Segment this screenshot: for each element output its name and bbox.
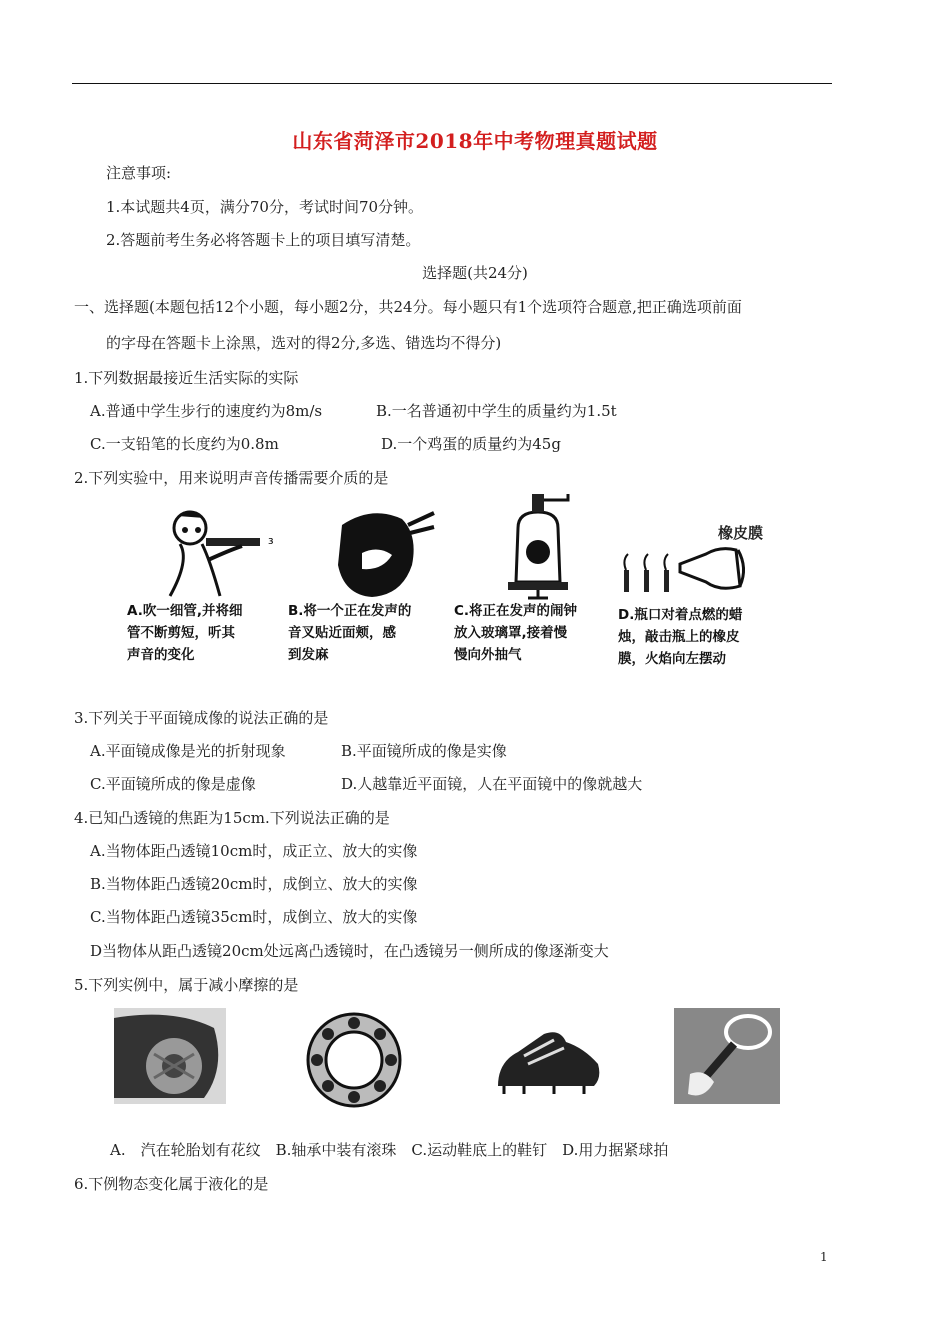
instruction-line-1: 一、选择题(本题包括12个小题，每小题2分，共24分。每小题只有1个选项符合题意,把正确选项前面 [74, 298, 742, 316]
q4-stem: 4.已知凸透镜的焦距为15cm.下列说法正确的是 [74, 809, 390, 827]
q5-options: A. 汽在轮胎划有花纹 B.轴承中装有滚珠 C.运动鞋底上的鞋钉 D.用力据紧球拍 [110, 1141, 669, 1159]
q2-caption-c-line-1: C.将正在发声的闹钟 [454, 603, 578, 619]
note-1: 1.本试题共4页，满分70分，考试时间70分钟。 [106, 198, 424, 216]
q4-option-a: A.当物体距凸透镜10cm时，成正立、放大的实像 [90, 842, 418, 860]
q1-option-d: D.一个鸡蛋的质量约为45g [381, 435, 561, 453]
q2-caption-c-line-2: 放入玻璃罩,接着慢 [454, 625, 568, 641]
page-title: 山东省菏泽市2018年中考物理真题试题 [292, 129, 658, 153]
q2-caption-b-line-2: 音叉贴近面颊，感 [288, 625, 396, 641]
q2-figure-a-blowing-tube [150, 498, 290, 598]
q3-option-b: B.平面镜所成的像是实像 [341, 742, 507, 760]
section-heading: 选择题(共24分) [422, 264, 528, 282]
q2-caption-c-line-3: 慢向外抽气 [454, 647, 522, 663]
q3-option-a: A.平面镜成像是光的折射现象 [90, 742, 286, 760]
q2-caption-c [454, 600, 577, 666]
q2-figure-d-bottle-candles [620, 540, 760, 600]
q1-option-b: B.一名普通初中学生的质量约为1.5t [376, 402, 617, 420]
q1-stem: 1.下列数据最接近生活实际的实际 [74, 369, 299, 387]
q2-caption-d-line-2: 烛，敲击瓶上的橡皮 [618, 629, 740, 645]
q2-membrane-label: 橡皮膜 [718, 524, 764, 542]
svg-text:₃: ₃ [268, 532, 274, 548]
q5-stem: 5.下列实例中，属于减小摩擦的是 [74, 976, 299, 994]
q4-option-c: C.当物体距凸透镜35cm时，成倒立、放大的实像 [90, 908, 418, 926]
q5-figure-d-racket-grip [674, 1008, 780, 1104]
q2-caption-a-line-2: 管不断剪短，听其 [127, 625, 235, 641]
note-2: 2.答题前考生务必将答题卡上的项目填写清楚。 [106, 231, 421, 249]
q5-figure-b-bearing [304, 1010, 404, 1110]
q2-caption-a-line-1: A.吹一细管,并将细 [127, 603, 243, 619]
q4-option-b: B.当物体距凸透镜20cm时，成倒立、放大的实像 [90, 875, 418, 893]
q4-option-d: D当物体从距凸透镜20cm处远离凸透镜时，在凸透镜另一侧所成的像逐渐变大 [90, 942, 609, 960]
q2-caption-d-line-3: 膜，火焰向左摆动 [618, 651, 726, 667]
q2-caption-b-line-1: B.将一个正在发声的 [288, 603, 412, 619]
q2-caption-d-line-1: D.瓶口对着点燃的蜡 [618, 607, 743, 623]
q2-figure-b-tuning-fork [322, 505, 452, 600]
q2-stem: 2.下列实验中，用来说明声音传播需要介质的是 [74, 469, 389, 487]
q2-caption-a [127, 600, 242, 666]
notes-heading: 注意事项: [106, 164, 172, 182]
q3-stem: 3.下列关于平面镜成像的说法正确的是 [74, 709, 329, 727]
page-number: 1 [820, 1250, 828, 1264]
q1-option-c: C.一支铅笔的长度约为0.8m [90, 435, 279, 453]
q6-stem: 6.下例物态变化属于液化的是 [74, 1175, 269, 1193]
q2-caption-b-line-3: 到发麻 [288, 647, 329, 663]
q3-option-c: C.平面镜所成的像是虚像 [90, 775, 256, 793]
q5-figure-a-tire [114, 1008, 226, 1108]
q2-caption-b [288, 600, 411, 666]
instruction-line-2: 的字母在答题卡上涂黑，选对的得2分,多选、错选均不得分) [106, 334, 502, 352]
q5-figure-c-spiked-shoe [494, 1022, 604, 1100]
q2-caption-a-line-3: 声音的变化 [127, 647, 195, 663]
q2-figure-c-bell-jar [488, 492, 598, 602]
q1-option-a: A.普通中学生步行的速度约为8m/s [90, 402, 323, 420]
q2-caption-d [618, 604, 742, 670]
q3-option-d: D.人越靠近平面镜，人在平面镜中的像就越大 [341, 775, 643, 793]
header-rule [72, 83, 832, 84]
